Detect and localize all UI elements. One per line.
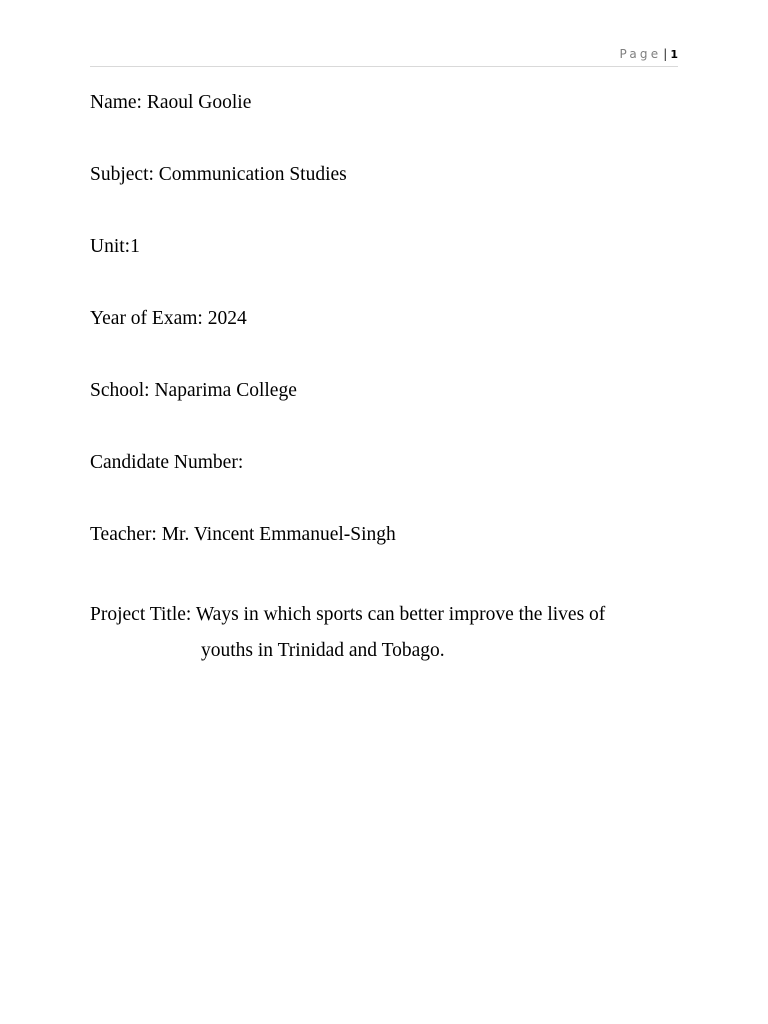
page-separator: | (663, 47, 668, 61)
page-number: 1 (670, 48, 678, 61)
project-title-line-2: youths in Trinidad and Tobago. (201, 640, 445, 661)
page-label: Page (619, 47, 662, 61)
project-title-line-1: Project Title: Ways in which sports can better improve the lives of (90, 604, 606, 625)
project-title (90, 597, 650, 669)
year-line: Year of Exam: 2024 (90, 308, 247, 329)
school-line: School: Naparima College (90, 380, 297, 401)
page-indicator (619, 47, 678, 61)
unit-line: Unit:1 (90, 236, 140, 257)
teacher-line: Teacher: Mr. Vincent Emmanuel-Singh (90, 524, 396, 545)
page-header (90, 46, 678, 67)
name-line: Name: Raoul Goolie (90, 92, 252, 113)
candidate-number-line: Candidate Number: (90, 452, 244, 473)
subject-line: Subject: Communication Studies (90, 164, 347, 185)
